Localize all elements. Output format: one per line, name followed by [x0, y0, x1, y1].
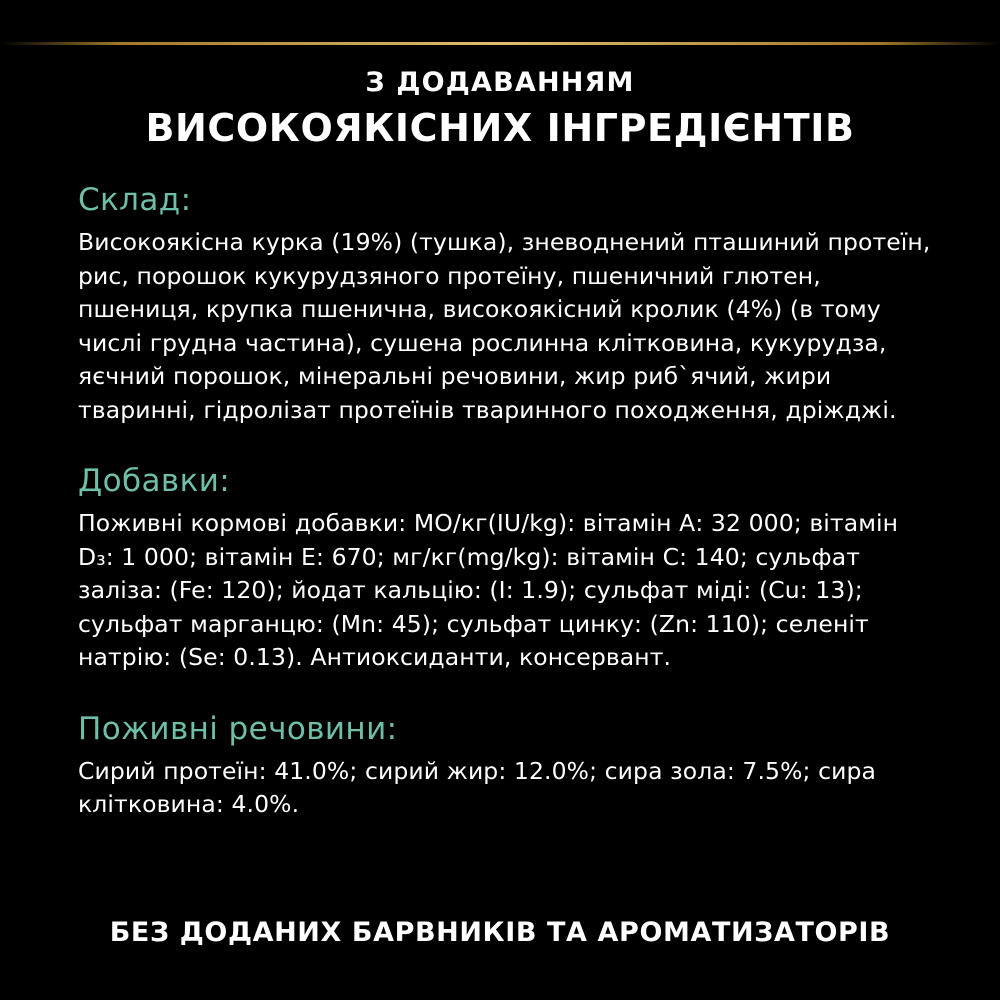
section-additives-title: Добавки:	[78, 463, 231, 499]
section-composition-body: Високоякісна курка (19%) (тушка), зневоднений пташиний протеїн, рис, порошок кукурудзяного протеїну, пшеничний глютен, пшениця, крупка пшенична, високоякісний кролик (4%) (в тому числі грудна частина), сушена рослинна клітковина, кукурудза, яєчний порошок, мінеральні речовини, жир риб`ячий, жири тваринні, гідролізат протеїнів тваринного походження, дріжджі.	[78, 228, 931, 424]
page-title: ВИСОКОЯКІСНИХ ІНГРЕДІЄНТІВ	[145, 106, 855, 150]
page-header	[0, 66, 1000, 152]
section-nutrients-title: Поживні речовини:	[78, 710, 398, 747]
label-content	[78, 180, 938, 844]
gold-divider-rule	[0, 42, 1000, 45]
section-composition	[78, 180, 938, 427]
section-additives	[78, 461, 938, 675]
section-composition-title: Склад:	[78, 182, 192, 218]
section-additives-body: Поживні кормові добавки: МО/кг(IU/kg): вітамін А: 32 000; вітамін D₃: 1 000; вітамін Е: 670; мг/кг(mg/kg): вітамін С: 140; сульфат заліза: (Fe: 120); йодат кальцію: (I: 1.9); сульфат міді: (Cu: 13); сульфат марганцю: (Mn: 45); сульфат цинку: (Zn: 110); селеніт натрію: (Se: 0.13). Антиоксиданти, консервант.	[78, 509, 899, 671]
section-nutrients	[78, 709, 938, 822]
footer-claim: БЕЗ ДОДАНИХ БАРВНИКІВ ТА АРОМАТИЗАТОРІВ	[109, 917, 891, 948]
header-line-1: З ДОДАВАННЯМ	[365, 67, 635, 98]
section-nutrients-body: Сирий протеїн: 41.0%; сирий жир: 12.0%; сира зола: 7.5%; сира клітковина: 4.0%.	[78, 756, 877, 818]
